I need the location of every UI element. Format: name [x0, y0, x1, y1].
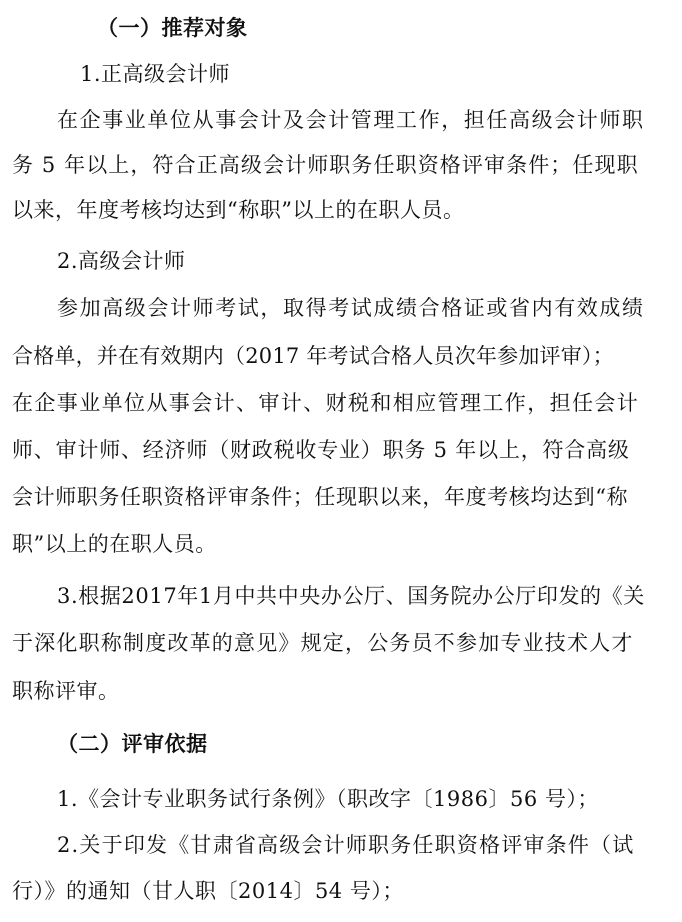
subheading-senior-accountant: 2.高级会计师: [57, 249, 186, 273]
paragraph-line: 于深化职称制度改革的意见》规定，公务员不参加专业技术人才: [12, 631, 634, 655]
paragraph-line: 2.关于印发《甘肃省高级会计师职务任职资格评审条件（试: [57, 833, 635, 857]
paragraph-line: 职称评审。: [12, 679, 120, 703]
paragraph-line: 在企事业单位从事会计及会计管理工作，担任高级会计师职: [57, 108, 645, 132]
paragraph-line: 3.根据2017年1月中共中央办公厅、国务院办公厅印发的《关: [57, 584, 645, 608]
paragraph-line: 会计师职务任职资格评审条件；任现职以来，年度考核均达到“称: [12, 485, 629, 509]
paragraph-line: 1.《会计专业职务试行条例》（职改字〔1986〕56 号）；: [57, 787, 599, 811]
paragraph-line: 师、审计师、经济师（财政税收专业）职务 5 年以上，符合高级: [12, 438, 630, 462]
paragraph-line: 参加高级会计师考试，取得考试成绩合格证或省内有效成绩: [57, 296, 645, 320]
paragraph-line: 职”以上的在职人员。: [12, 532, 217, 556]
paragraph-line: 合格单，并在有效期内（2017 年考试合格人员次年参加评审）；: [12, 344, 614, 368]
paragraph-line: 以来，年度考核均达到“称职”以上的在职人员。: [12, 198, 465, 222]
section-heading-basis: （二）评审依据: [57, 732, 208, 756]
subheading-senior-accountant-full: 1.正高级会计师: [80, 62, 231, 86]
paragraph-line: 行）》的通知（甘人职〔2014〕54 号）；: [12, 879, 404, 903]
paragraph-line: 在企事业单位从事会计、审计、财税和相应管理工作，担任会计: [12, 391, 640, 415]
section-heading-recommend: （一）推荐对象: [97, 16, 248, 40]
paragraph-line: 务 5 年以上，符合正高级会计师职务任职资格评审条件；任现职: [12, 153, 639, 177]
